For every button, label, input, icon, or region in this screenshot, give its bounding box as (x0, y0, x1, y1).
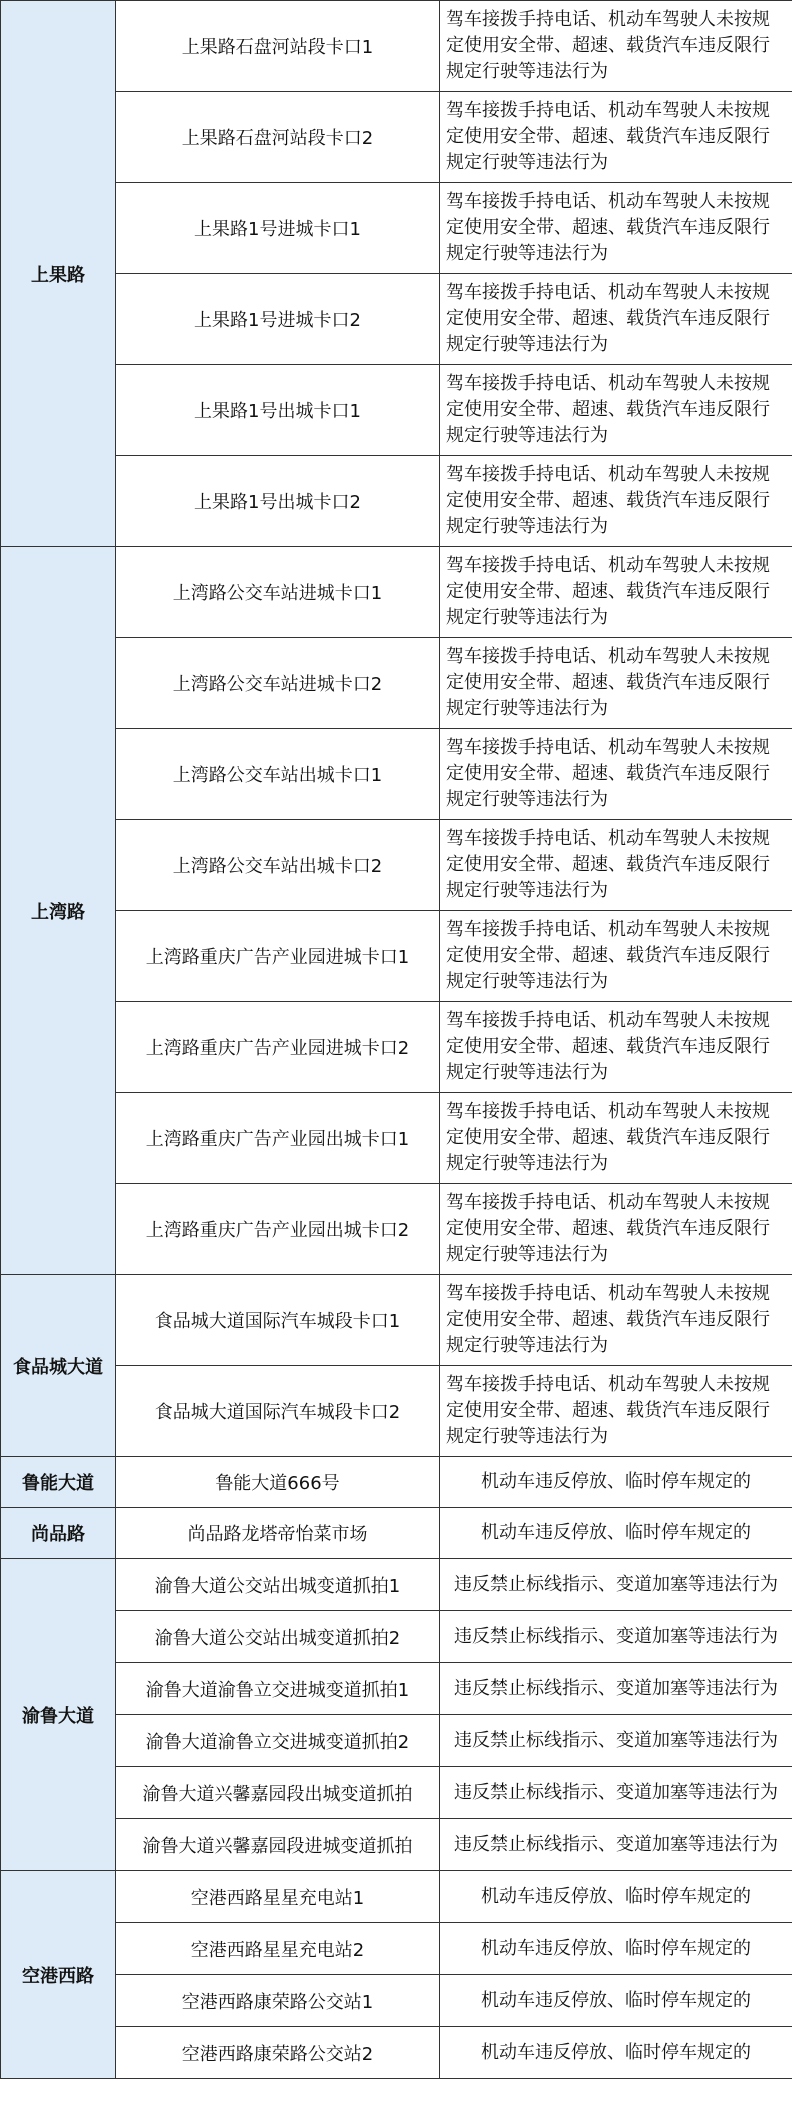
table-row (1, 1663, 792, 1715)
violation-cell: 驾车接拨手持电话、机动车驾驶人未按规定使用安全带、超速、载货汽车违反限行规定行驶等违法行为 (440, 365, 792, 456)
table-row (1, 1611, 792, 1663)
violation-cell: 驾车接拨手持电话、机动车驾驶人未按规定使用安全带、超速、载货汽车违反限行规定行驶等违法行为 (440, 638, 792, 729)
table-row (1, 1923, 792, 1975)
road-name-cell: 上湾路 (1, 547, 116, 1275)
violation-cell: 驾车接拨手持电话、机动车驾驶人未按规定使用安全带、超速、载货汽车违反限行规定行驶等违法行为 (440, 183, 792, 274)
table-row (1, 547, 792, 638)
table-row (1, 820, 792, 911)
violation-cell: 机动车违反停放、临时停车规定的 (440, 1923, 792, 1975)
violation-cell: 驾车接拨手持电话、机动车驾驶人未按规定使用安全带、超速、载货汽车违反限行规定行驶等违法行为 (440, 92, 792, 183)
location-cell: 食品城大道国际汽车城段卡口1 (116, 1275, 440, 1366)
location-cell: 上湾路公交车站进城卡口1 (116, 547, 440, 638)
table-row (1, 365, 792, 456)
location-cell: 上果路石盘河站段卡口1 (116, 1, 440, 92)
table-row (1, 911, 792, 1002)
violation-cell: 驾车接拨手持电话、机动车驾驶人未按规定使用安全带、超速、载货汽车违反限行规定行驶等违法行为 (440, 1184, 792, 1275)
table-row (1, 274, 792, 365)
location-cell: 上果路石盘河站段卡口2 (116, 92, 440, 183)
location-cell: 上湾路重庆广告产业园出城卡口2 (116, 1184, 440, 1275)
location-cell: 上果路1号进城卡口2 (116, 274, 440, 365)
table-row (1, 2027, 792, 2079)
location-cell: 上湾路公交车站出城卡口2 (116, 820, 440, 911)
location-cell: 上湾路公交车站进城卡口2 (116, 638, 440, 729)
table-row (1, 729, 792, 820)
location-cell: 渝鲁大道渝鲁立交进城变道抓拍1 (116, 1663, 440, 1715)
location-cell: 空港西路星星充电站1 (116, 1871, 440, 1923)
violation-cell: 机动车违反停放、临时停车规定的 (440, 1457, 792, 1508)
table-row (1, 1559, 792, 1611)
table-row (1, 1093, 792, 1184)
location-cell: 上果路1号出城卡口2 (116, 456, 440, 547)
table-row (1, 1002, 792, 1093)
violation-cell: 驾车接拨手持电话、机动车驾驶人未按规定使用安全带、超速、载货汽车违反限行规定行驶等违法行为 (440, 1093, 792, 1184)
violation-cell: 机动车违反停放、临时停车规定的 (440, 1508, 792, 1559)
road-name-cell: 渝鲁大道 (1, 1559, 116, 1871)
table-row (1, 1, 792, 92)
location-cell: 上果路1号进城卡口1 (116, 183, 440, 274)
violation-cell: 驾车接拨手持电话、机动车驾驶人未按规定使用安全带、超速、载货汽车违反限行规定行驶等违法行为 (440, 1366, 792, 1457)
violation-cell: 驾车接拨手持电话、机动车驾驶人未按规定使用安全带、超速、载货汽车违反限行规定行驶等违法行为 (440, 274, 792, 365)
location-cell: 渝鲁大道兴馨嘉园段出城变道抓拍 (116, 1767, 440, 1819)
road-name-cell: 尚品路 (1, 1508, 116, 1559)
road-name-cell: 空港西路 (1, 1871, 116, 2079)
location-cell: 尚品路龙塔帝怡菜市场 (116, 1508, 440, 1559)
road-name-cell: 上果路 (1, 1, 116, 547)
table-row (1, 1184, 792, 1275)
location-cell: 鲁能大道666号 (116, 1457, 440, 1508)
table-row (1, 1975, 792, 2027)
location-cell: 上果路1号出城卡口1 (116, 365, 440, 456)
violation-cell: 驾车接拨手持电话、机动车驾驶人未按规定使用安全带、超速、载货汽车违反限行规定行驶等违法行为 (440, 547, 792, 638)
location-cell: 上湾路重庆广告产业园进城卡口2 (116, 1002, 440, 1093)
table-row (1, 1508, 792, 1559)
violation-cell: 违反禁止标线指示、变道加塞等违法行为 (440, 1819, 792, 1871)
table-row (1, 92, 792, 183)
table-row (1, 183, 792, 274)
violation-cell: 违反禁止标线指示、变道加塞等违法行为 (440, 1715, 792, 1767)
table-row (1, 1819, 792, 1871)
violation-cell: 机动车违反停放、临时停车规定的 (440, 1871, 792, 1923)
violation-cell: 驾车接拨手持电话、机动车驾驶人未按规定使用安全带、超速、载货汽车违反限行规定行驶等违法行为 (440, 820, 792, 911)
location-cell: 空港西路星星充电站2 (116, 1923, 440, 1975)
violation-cell: 机动车违反停放、临时停车规定的 (440, 2027, 792, 2079)
table-row (1, 1457, 792, 1508)
location-cell: 渝鲁大道兴馨嘉园段进城变道抓拍 (116, 1819, 440, 1871)
violation-cell: 驾车接拨手持电话、机动车驾驶人未按规定使用安全带、超速、载货汽车违反限行规定行驶等违法行为 (440, 1275, 792, 1366)
table-row (1, 1871, 792, 1923)
violation-cell: 机动车违反停放、临时停车规定的 (440, 1975, 792, 2027)
table-body (1, 1, 792, 2079)
violation-cell: 违反禁止标线指示、变道加塞等违法行为 (440, 1611, 792, 1663)
violation-cell: 违反禁止标线指示、变道加塞等违法行为 (440, 1559, 792, 1611)
table-row (1, 456, 792, 547)
location-cell: 上湾路重庆广告产业园进城卡口1 (116, 911, 440, 1002)
violation-cell: 驾车接拨手持电话、机动车驾驶人未按规定使用安全带、超速、载货汽车违反限行规定行驶等违法行为 (440, 1002, 792, 1093)
violation-cell: 驾车接拨手持电话、机动车驾驶人未按规定使用安全带、超速、载货汽车违反限行规定行驶等违法行为 (440, 456, 792, 547)
violation-cell: 驾车接拨手持电话、机动车驾驶人未按规定使用安全带、超速、载货汽车违反限行规定行驶等违法行为 (440, 729, 792, 820)
violation-cell: 驾车接拨手持电话、机动车驾驶人未按规定使用安全带、超速、载货汽车违反限行规定行驶等违法行为 (440, 911, 792, 1002)
location-cell: 上湾路公交车站出城卡口1 (116, 729, 440, 820)
table-row (1, 1275, 792, 1366)
table-row (1, 638, 792, 729)
table-row (1, 1715, 792, 1767)
location-cell: 食品城大道国际汽车城段卡口2 (116, 1366, 440, 1457)
location-cell: 渝鲁大道渝鲁立交进城变道抓拍2 (116, 1715, 440, 1767)
location-cell: 渝鲁大道公交站出城变道抓拍2 (116, 1611, 440, 1663)
road-name-cell: 鲁能大道 (1, 1457, 116, 1508)
road-name-cell: 食品城大道 (1, 1275, 116, 1457)
violation-cell: 违反禁止标线指示、变道加塞等违法行为 (440, 1767, 792, 1819)
table-row (1, 1366, 792, 1457)
table-row (1, 1767, 792, 1819)
location-cell: 空港西路康荣路公交站2 (116, 2027, 440, 2079)
location-cell: 空港西路康荣路公交站1 (116, 1975, 440, 2027)
violation-cell: 违反禁止标线指示、变道加塞等违法行为 (440, 1663, 792, 1715)
location-cell: 上湾路重庆广告产业园出城卡口1 (116, 1093, 440, 1184)
location-cell: 渝鲁大道公交站出城变道抓拍1 (116, 1559, 440, 1611)
violation-cell: 驾车接拨手持电话、机动车驾驶人未按规定使用安全带、超速、载货汽车违反限行规定行驶等违法行为 (440, 1, 792, 92)
